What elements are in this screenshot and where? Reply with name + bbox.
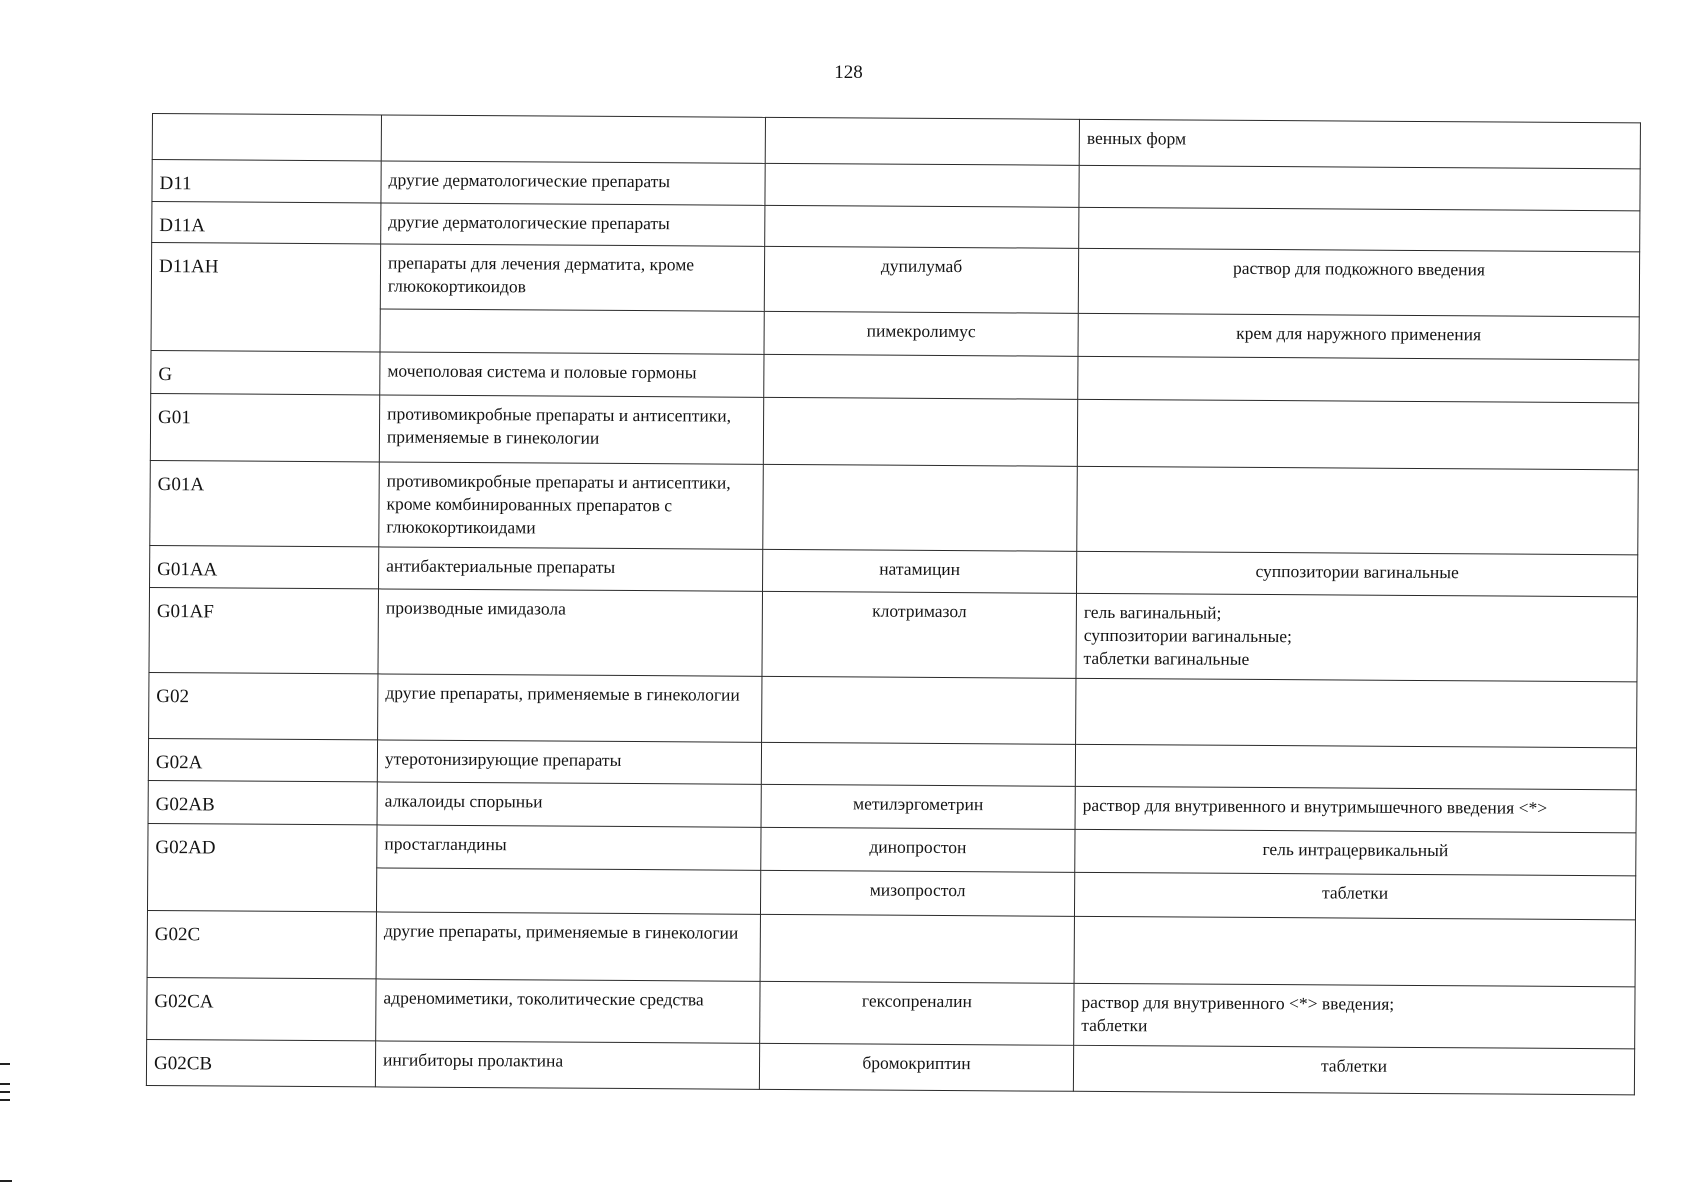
cell-drug-name	[763, 465, 1078, 552]
cell-atc-code: D11AH	[151, 243, 381, 352]
dosage-form-line: таблетки вагинальные	[1083, 647, 1250, 669]
cell-dosage-form	[1077, 552, 1638, 597]
cell-atc-code: G02CA	[147, 977, 376, 1040]
cell-group-name: простагландины	[377, 825, 761, 870]
cell-group-name	[376, 868, 760, 914]
table-row	[149, 588, 1638, 682]
page-number: 128	[834, 62, 863, 83]
cell-group-name: мочеполовая система и половые гормоны	[380, 352, 764, 397]
cell-drug-name	[761, 742, 1075, 786]
cell-group-name: другие дерматологические препараты	[381, 161, 765, 205]
cell-atc-code: G01A	[150, 461, 380, 547]
margin-mark	[0, 1099, 10, 1101]
cell-dosage-form	[1075, 829, 1636, 876]
cell-atc-code: G02AB	[148, 780, 377, 824]
cell-drug-name	[760, 914, 1074, 983]
cell-dosage-form	[1075, 786, 1636, 833]
cell-atc-code	[152, 114, 381, 161]
cell-atc-code: D11	[152, 160, 381, 203]
cell-drug-name	[765, 163, 1079, 207]
dosage-form-line: крем для наружного применения	[1236, 323, 1482, 345]
cell-dosage-form	[1079, 207, 1640, 252]
cell-dosage-form	[1076, 593, 1638, 682]
table-row	[148, 823, 1636, 875]
cell-dosage-form	[1078, 249, 1639, 318]
margin-mark	[0, 1180, 12, 1182]
margin-mark	[0, 1091, 10, 1093]
cell-drug-name: клотримазол	[762, 591, 1077, 678]
cell-dosage-form	[1073, 1045, 1634, 1095]
cell-group-name: утеротонизирующие препараты	[377, 740, 761, 784]
cell-group-name: противомикробные препараты и антисептики, применяемые в гинекологии	[379, 395, 763, 464]
drug-table-body	[146, 114, 1640, 1095]
table-row	[147, 910, 1635, 986]
cell-group-name: ингибиторы пролактина	[375, 1041, 759, 1089]
margin-mark	[0, 1063, 10, 1065]
dosage-form-line: таблетки	[1322, 882, 1389, 903]
dosage-form-line: раствор для внутривенного и внутримышечного введения <*>	[1082, 794, 1548, 818]
cell-drug-name: метилэргометрин	[761, 784, 1075, 829]
cell-atc-code: G02	[149, 673, 378, 740]
table-row	[150, 394, 1638, 470]
cell-atc-code: G02A	[148, 739, 377, 782]
cell-drug-name	[765, 117, 1079, 165]
cell-drug-name: гексопреналин	[760, 981, 1074, 1045]
table-row	[150, 461, 1639, 555]
cell-group-name: адреномиметики, токолитические средства	[376, 979, 760, 1043]
table-row	[147, 977, 1635, 1048]
cell-dosage-form	[1078, 314, 1639, 361]
cell-dosage-form	[1079, 119, 1640, 169]
cell-group-name: другие препараты, применяемые в гинекологии	[378, 674, 762, 742]
dosage-form-line: раствор для внутривенного <*> введения;	[1081, 991, 1395, 1014]
cell-atc-code: G02AD	[147, 823, 377, 911]
cell-group-name: другие препараты, применяемые в гинекологии	[376, 912, 760, 981]
table-row	[151, 243, 1639, 317]
cell-group-name: алкалоиды спорыньи	[377, 782, 761, 827]
cell-drug-name: мизопростол	[760, 870, 1074, 916]
cell-group-name: антибактериальные препараты	[379, 547, 763, 591]
cell-group-name	[380, 309, 764, 354]
cell-drug-name: бромокриптин	[759, 1043, 1073, 1091]
cell-group-name: производные имидазола	[378, 589, 763, 676]
cell-atc-code: G01	[150, 394, 379, 462]
cell-dosage-form	[1075, 744, 1636, 789]
drug-table	[146, 113, 1641, 1095]
cell-atc-code: G	[151, 351, 380, 395]
dosage-form-line: венных форм	[1086, 127, 1187, 149]
cell-atc-code: G01AA	[150, 546, 379, 589]
dosage-form-line: суппозитории вагинальные;	[1083, 624, 1292, 646]
cell-dosage-form	[1074, 916, 1635, 987]
cell-group-name: другие дерматологические препараты	[381, 203, 765, 247]
cell-dosage-form	[1074, 983, 1635, 1049]
dosage-form-line: суппозитории вагинальные	[1255, 561, 1459, 583]
cell-dosage-form	[1079, 165, 1640, 210]
cell-drug-name: пимекролимус	[764, 312, 1078, 357]
cell-drug-name	[762, 676, 1076, 744]
cell-atc-code: G02CB	[146, 1039, 375, 1086]
cell-atc-code: D11A	[152, 201, 381, 244]
cell-dosage-form	[1077, 400, 1638, 471]
margin-mark	[0, 1083, 10, 1085]
table-row	[146, 1039, 1634, 1094]
cell-atc-code: G01AF	[149, 588, 379, 674]
cell-drug-name	[765, 205, 1079, 249]
cell-dosage-form	[1074, 872, 1635, 920]
cell-group-name	[381, 115, 765, 163]
cell-drug-name: динопростон	[761, 827, 1075, 872]
cell-drug-name	[764, 355, 1078, 400]
dosage-form-line: таблетки	[1320, 1055, 1388, 1076]
cell-dosage-form	[1078, 357, 1639, 404]
cell-atc-code: G02C	[147, 910, 376, 978]
cell-dosage-form	[1076, 678, 1637, 748]
cell-drug-name: дупилумаб	[764, 247, 1078, 314]
dosage-form-line: гель интрацервикальный	[1262, 838, 1449, 860]
cell-drug-name	[763, 398, 1077, 467]
cell-dosage-form	[1077, 467, 1639, 556]
cell-drug-name: натамицин	[763, 550, 1077, 594]
dosage-form-line: таблетки	[1081, 1014, 1148, 1035]
table-row	[149, 673, 1637, 748]
cell-group-name: противомикробные препараты и антисептики, кроме комбинированных препаратов с глюкокортикоидами	[379, 462, 764, 549]
dosage-form-line: гель вагинальный;	[1083, 601, 1222, 623]
dosage-form-line: раствор для подкожного введения	[1232, 258, 1486, 280]
cell-group-name: препараты для лечения дерматита, кроме глюкокортикоидов	[380, 244, 764, 311]
